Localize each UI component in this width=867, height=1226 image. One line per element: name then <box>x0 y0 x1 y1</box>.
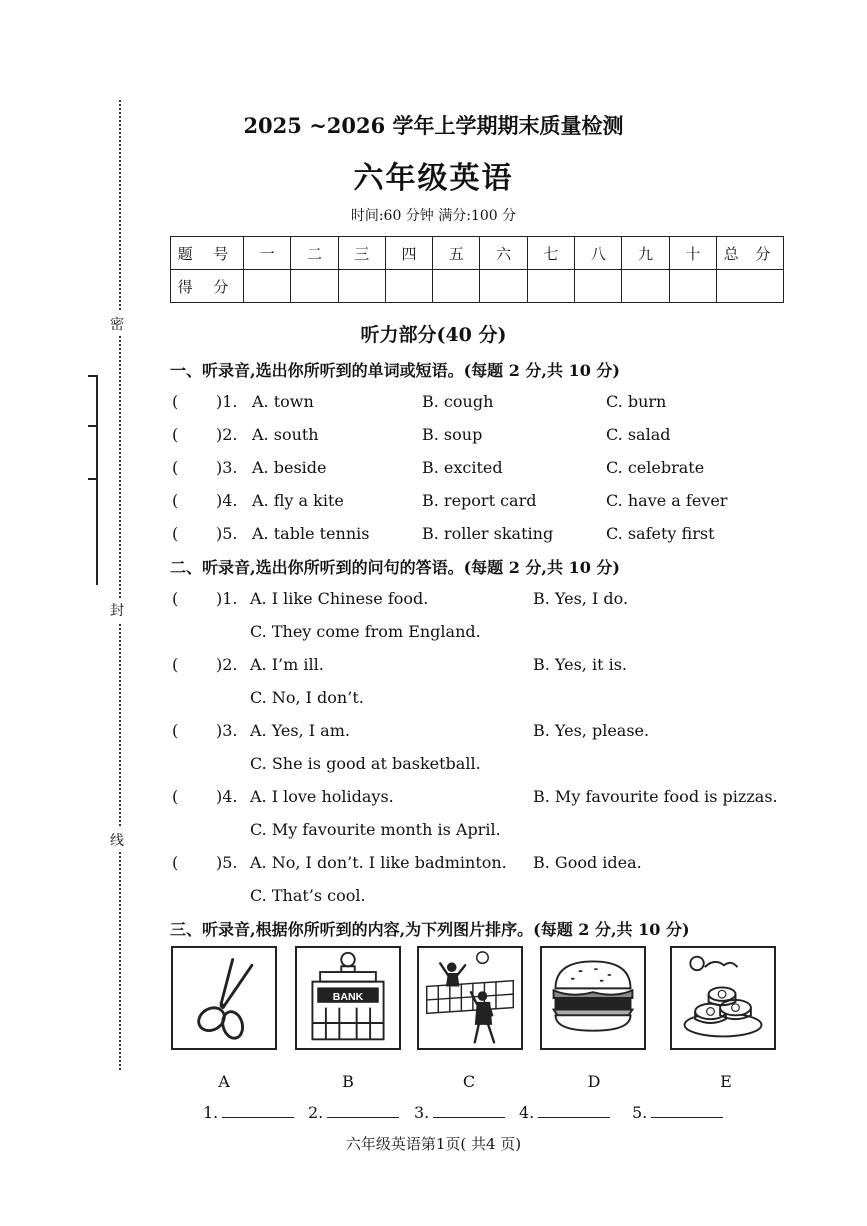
binding-char-xian: 线 <box>110 828 124 852</box>
binding-bracket-tick <box>88 478 96 480</box>
score-cell[interactable] <box>244 270 291 303</box>
mooncake-icon <box>672 948 774 1048</box>
option-a: A. I’m ill. <box>250 655 324 674</box>
picture-label-d: D <box>587 1072 601 1091</box>
score-col-8: 八 <box>575 237 622 270</box>
score-cell[interactable] <box>480 270 527 303</box>
subject-title: 六年级英语 <box>353 161 514 196</box>
blank-number: 5. <box>632 1103 648 1122</box>
scissors-icon <box>173 948 275 1048</box>
score-col-7: 七 <box>527 237 574 270</box>
option-c: C. safety first <box>606 524 715 543</box>
option-a: A. table tennis <box>252 524 370 543</box>
question-number: )5. <box>216 524 238 543</box>
blank-number: 2. <box>308 1103 324 1122</box>
section2-title: 二、听录音,选出你所听到的问句的答语。(每题 2 分,共 10 分) <box>170 558 620 577</box>
score-col-10: 十 <box>669 237 716 270</box>
volleyball-icon <box>419 948 521 1048</box>
picture-d <box>540 946 646 1050</box>
answer-paren[interactable]: ( <box>172 524 179 543</box>
answer-paren[interactable]: ( <box>172 392 179 411</box>
option-b: B. soup <box>422 425 483 444</box>
answer-paren[interactable]: ( <box>172 721 179 740</box>
option-b: B. roller skating <box>422 524 554 543</box>
section1-title: 一、听录音,选出你所听到的单词或短语。(每题 2 分,共 10 分) <box>170 361 620 380</box>
option-a: A. beside <box>252 458 327 477</box>
question-number: )3. <box>216 458 238 477</box>
bank-icon <box>297 948 399 1048</box>
binding-dotted-line <box>119 100 121 1070</box>
score-table-row-label: 得 分 <box>171 270 244 303</box>
option-a: A. I love holidays. <box>250 787 394 806</box>
answer-blank-3[interactable] <box>414 1103 505 1122</box>
question-number: )2. <box>216 655 238 674</box>
option-b: B. excited <box>422 458 503 477</box>
score-cell[interactable] <box>669 270 716 303</box>
binding-bracket-tick <box>88 375 96 377</box>
picture-label-a: A <box>218 1072 230 1091</box>
section3-title: 三、听录音,根据你所听到的内容,为下列图片排序。(每题 2 分,共 10 分) <box>170 920 690 939</box>
picture-label-b: B <box>342 1072 354 1091</box>
question-number: )5. <box>216 853 238 872</box>
score-cell[interactable] <box>433 270 480 303</box>
answer-paren[interactable]: ( <box>172 853 179 872</box>
option-b: B. Good idea. <box>533 853 642 872</box>
score-col-4: 四 <box>385 237 432 270</box>
option-a: A. I like Chinese food. <box>250 589 429 608</box>
answer-paren[interactable]: ( <box>172 491 179 510</box>
blank-number: 4. <box>519 1103 535 1122</box>
option-c: C. They come from England. <box>250 622 481 641</box>
answer-paren[interactable]: ( <box>172 425 179 444</box>
score-cell[interactable] <box>717 270 784 303</box>
question-number: )4. <box>216 491 238 510</box>
binding-bracket <box>88 375 98 585</box>
option-c: C. That’s cool. <box>250 886 366 905</box>
option-c: C. burn <box>606 392 667 411</box>
score-col-total: 总 分 <box>717 237 784 270</box>
time-info: 时间:60 分钟 满分:100 分 <box>350 208 517 224</box>
score-cell[interactable] <box>291 270 338 303</box>
question-number: )1. <box>216 392 238 411</box>
blank-number: 3. <box>414 1103 430 1122</box>
answer-blank-2[interactable] <box>308 1103 399 1122</box>
exam-title: 2025 ~2026 学年上学期期末质量检测 <box>243 113 624 138</box>
option-b: B. report card <box>422 491 537 510</box>
picture-e <box>670 946 776 1050</box>
option-c: C. have a fever <box>606 491 728 510</box>
score-col-1: 一 <box>244 237 291 270</box>
binding-char-feng: 封 <box>110 598 124 622</box>
score-cell[interactable] <box>527 270 574 303</box>
listening-part-title: 听力部分(40 分) <box>360 324 507 346</box>
picture-b <box>295 946 401 1050</box>
answer-line[interactable] <box>538 1103 610 1118</box>
option-a: A. No, I don’t. I like badminton. <box>250 853 507 872</box>
option-a: A. town <box>252 392 314 411</box>
answer-blank-1[interactable] <box>203 1103 294 1122</box>
question-number: )2. <box>216 425 238 444</box>
score-col-6: 六 <box>480 237 527 270</box>
option-b: B. My favourite food is pizzas. <box>533 787 778 806</box>
question-number: )4. <box>216 787 238 806</box>
option-a: A. south <box>252 425 319 444</box>
score-cell[interactable] <box>622 270 669 303</box>
option-b: B. Yes, it is. <box>533 655 627 674</box>
picture-label-e: E <box>720 1072 732 1091</box>
page-footer: 六年级英语第1页( 共4 页) <box>345 1135 522 1153</box>
answer-line[interactable] <box>327 1103 399 1118</box>
question-number: )1. <box>216 589 238 608</box>
answer-paren[interactable]: ( <box>172 589 179 608</box>
option-c: C. salad <box>606 425 671 444</box>
binding-char-mi: 密 <box>110 312 124 336</box>
answer-paren[interactable]: ( <box>172 787 179 806</box>
blank-number: 1. <box>203 1103 219 1122</box>
score-col-9: 九 <box>622 237 669 270</box>
question-number: )3. <box>216 721 238 740</box>
answer-paren[interactable]: ( <box>172 655 179 674</box>
binding-bracket-tick <box>88 425 96 427</box>
picture-c <box>417 946 523 1050</box>
answer-paren[interactable]: ( <box>172 458 179 477</box>
answer-blank-4[interactable] <box>519 1103 610 1122</box>
answer-line[interactable] <box>222 1103 294 1118</box>
picture-label-c: C <box>462 1072 476 1091</box>
score-cell[interactable] <box>575 270 622 303</box>
answer-line[interactable] <box>651 1103 723 1118</box>
option-c: C. celebrate <box>606 458 705 477</box>
option-b: B. Yes, please. <box>533 721 650 740</box>
score-table-score-row <box>171 270 784 303</box>
answer-line[interactable] <box>433 1103 505 1118</box>
option-b: B. Yes, I do. <box>533 589 629 608</box>
score-col-5: 五 <box>433 237 480 270</box>
option-c: C. My favourite month is April. <box>250 820 501 839</box>
answer-blank-5[interactable] <box>632 1103 723 1122</box>
score-col-3: 三 <box>338 237 385 270</box>
bank-sign: BANK <box>332 990 364 1003</box>
picture-a <box>171 946 277 1050</box>
score-table-header-row <box>171 237 784 270</box>
score-cell[interactable] <box>338 270 385 303</box>
option-c: C. She is good at basketball. <box>250 754 481 773</box>
option-a: A. Yes, I am. <box>250 721 350 740</box>
score-col-2: 二 <box>291 237 338 270</box>
option-c: C. No, I don’t. <box>250 688 364 707</box>
hamburger-icon <box>542 948 644 1048</box>
option-a: A. fly a kite <box>252 491 344 510</box>
score-cell[interactable] <box>385 270 432 303</box>
score-table <box>170 236 784 303</box>
score-table-row-label: 题 号 <box>171 237 244 270</box>
option-b: B. cough <box>422 392 494 411</box>
